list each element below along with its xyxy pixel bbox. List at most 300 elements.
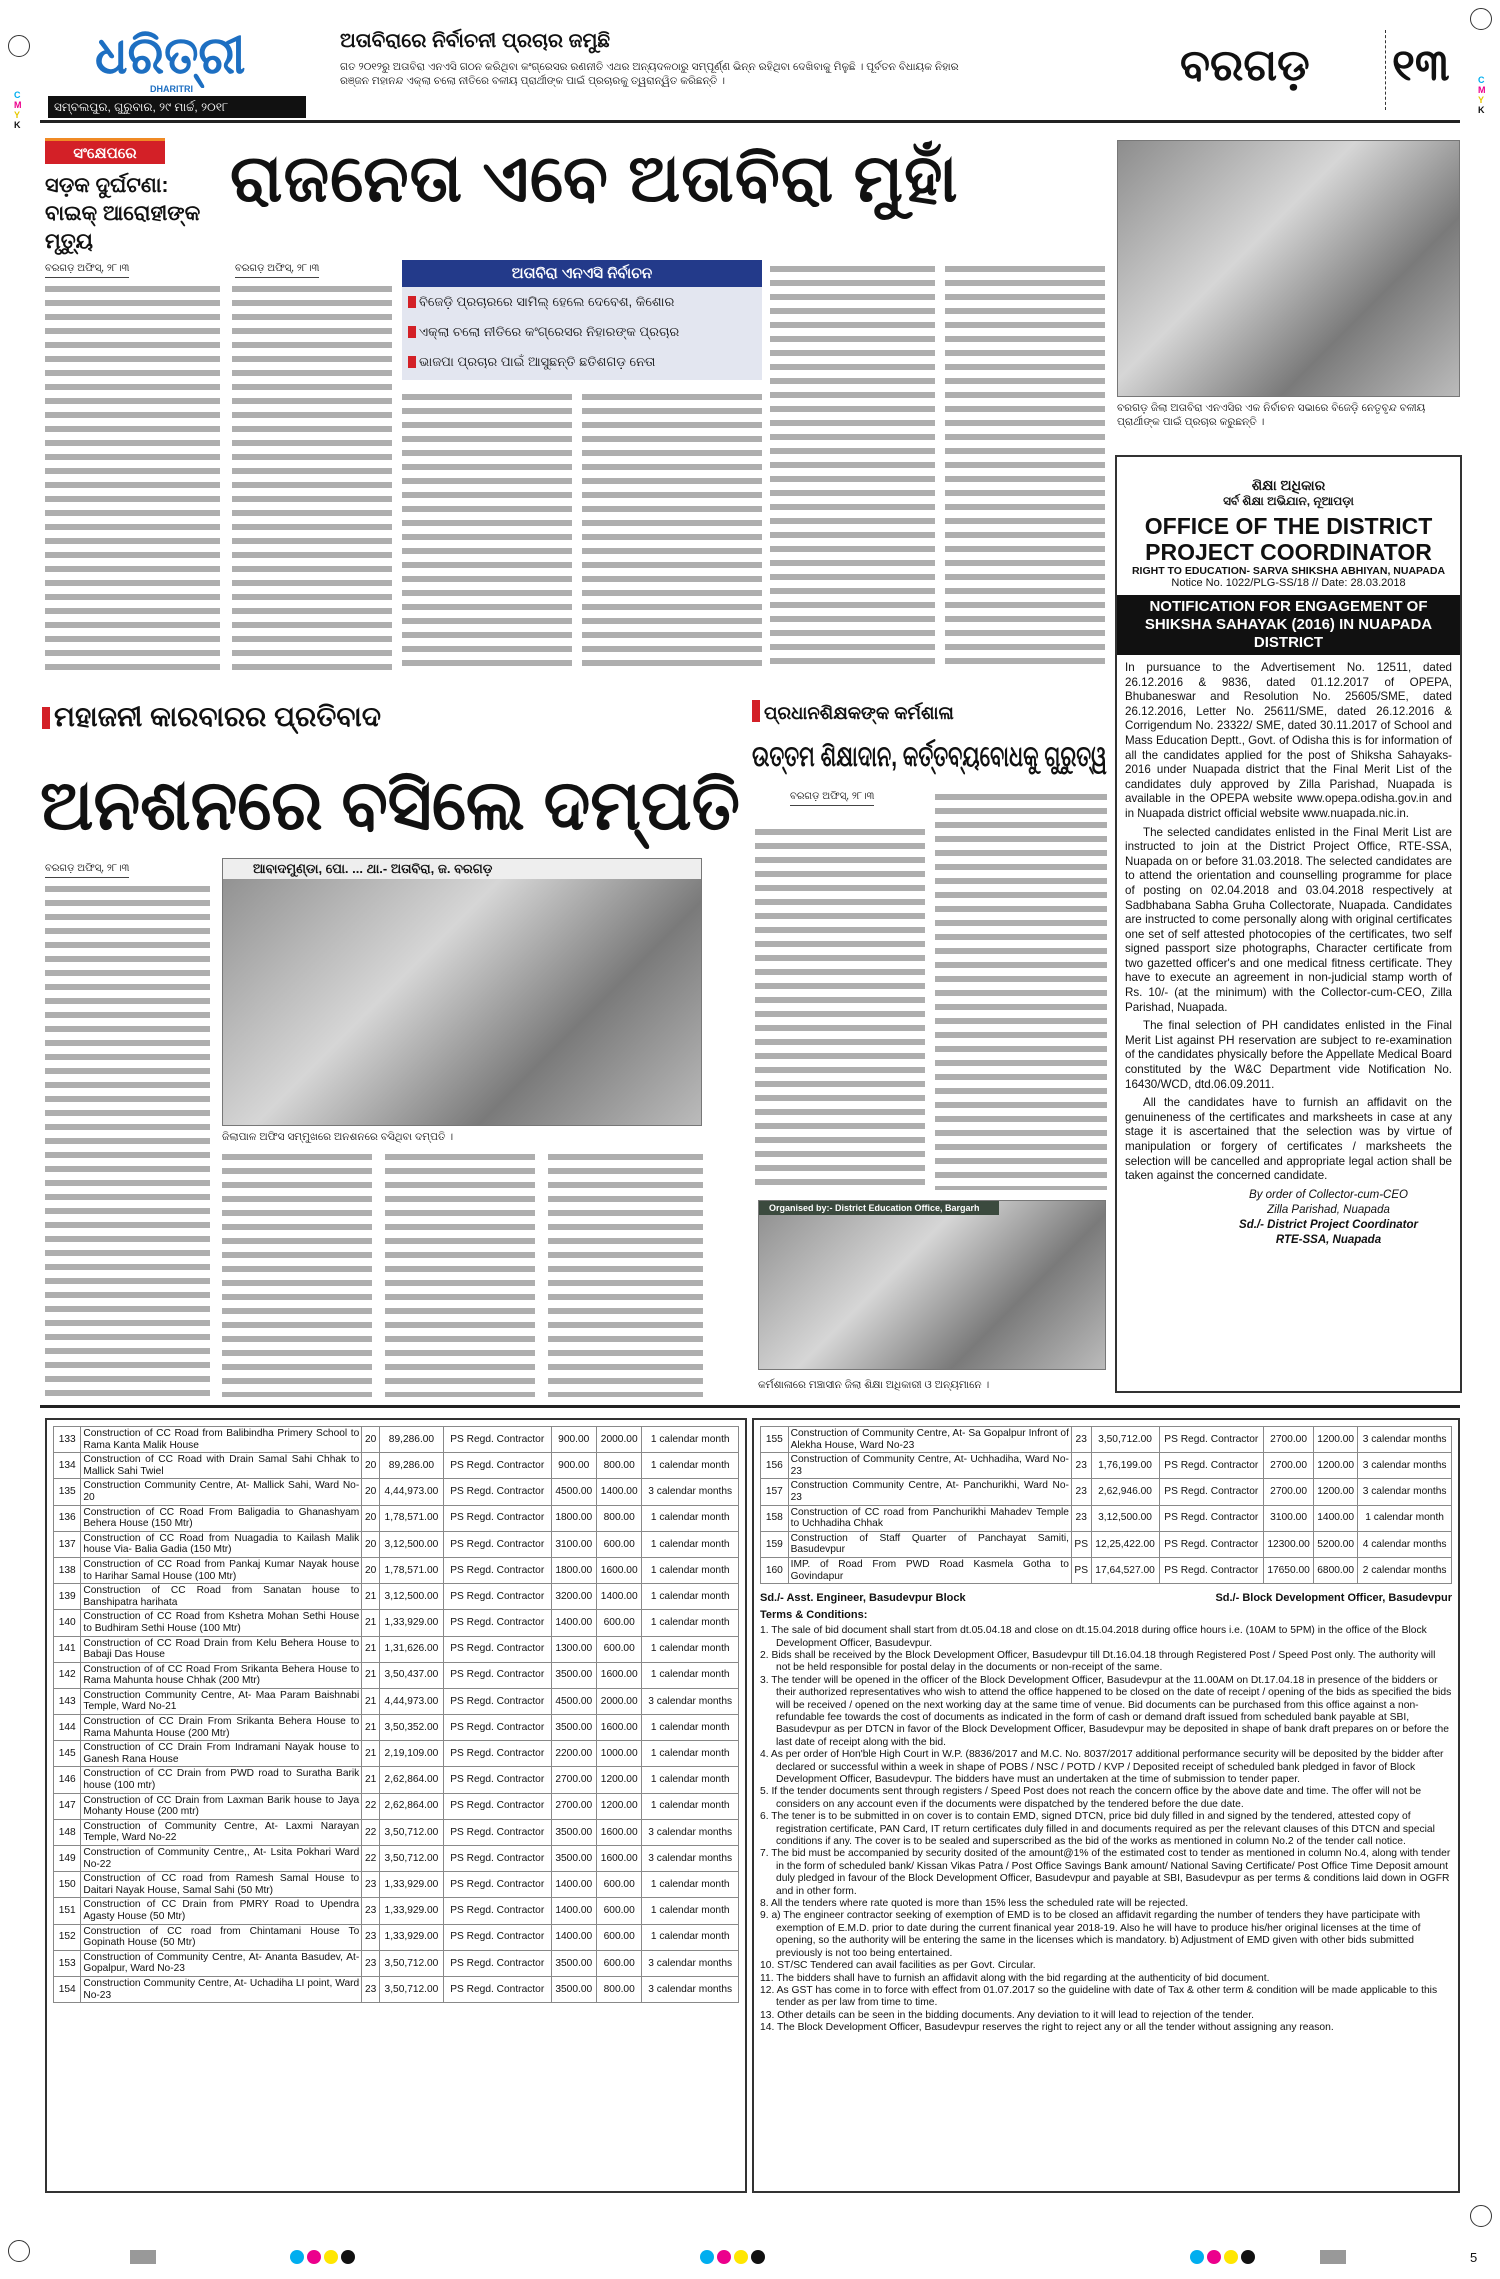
bid-security: 17650.00 [1264, 1557, 1314, 1583]
table-row [761, 1427, 1452, 1453]
document-cost: 1200.00 [1314, 1427, 1358, 1453]
table-row [761, 1531, 1452, 1557]
estimated-cost: 1,33,929.00 [379, 1924, 443, 1950]
work-name: Construction of CC road from Chintamani House To Gopinath House (50 Mtr) [81, 1924, 362, 1950]
estimated-cost: 3,50,712.00 [379, 1819, 443, 1845]
bid-security: 2700.00 [1264, 1453, 1314, 1479]
table-row [54, 1479, 739, 1505]
ward-number: 23 [362, 1924, 380, 1950]
work-name: Construction of CC Drain From Srikanta Behera House to Rama Mahunta House (200 Mtr) [81, 1715, 362, 1741]
eligibility: PS Regd. Contractor [1159, 1479, 1263, 1505]
bid-security: 900.00 [551, 1427, 596, 1453]
eligibility: PS Regd. Contractor [443, 1898, 551, 1924]
work-name: Construction Community Centre, At- Panchurikhi, Ward No-23 [788, 1479, 1071, 1505]
work-name: Construction of CC Drain from Laxman Barik house to Jaya Mohanty House (200 mtr) [81, 1793, 362, 1819]
bid-security: 2700.00 [1264, 1479, 1314, 1505]
bid-security: 2700.00 [551, 1767, 596, 1793]
eligibility: PS Regd. Contractor [443, 1767, 551, 1793]
ward-number: 23 [362, 1976, 380, 2002]
table-row [54, 1427, 739, 1453]
bid-security: 3200.00 [551, 1584, 596, 1610]
term-item: 14. The Block Development Officer, Basudevpur reserves the right to reject any or all the tender without assigning any reason. [760, 2022, 1334, 2034]
engineer-signature: Sd./- Asst. Engineer, Basudevpur Block [760, 1592, 966, 1605]
registration-mark-icon [1470, 2205, 1492, 2227]
bid-security: 4500.00 [551, 1479, 596, 1505]
document-cost: 600.00 [596, 1610, 641, 1636]
document-cost: 800.00 [596, 1453, 641, 1479]
document-cost: 1200.00 [596, 1793, 641, 1819]
estimated-cost: 3,12,500.00 [379, 1584, 443, 1610]
bid-security: 1400.00 [551, 1872, 596, 1898]
serial-number: 155 [761, 1427, 789, 1453]
bid-security: 3500.00 [551, 1662, 596, 1688]
serial-number: 146 [54, 1767, 81, 1793]
completion-time: 3 calendar months [642, 1688, 739, 1714]
document-cost: 1600.00 [596, 1819, 641, 1845]
notice-heading: NOTIFICATION FOR ENGAGEMENT OF SHIKSHA SAHAYAK (2016) IN NUAPADA DISTRICT [1117, 595, 1460, 655]
work-name: Construction of CC Road Drain from Kelu Behera House to Babaji Das House [81, 1636, 362, 1662]
eligibility: PS Regd. Contractor [443, 1872, 551, 1898]
bid-security: 3500.00 [551, 1950, 596, 1976]
work-name: Construction Community Centre, At- Mallick Sahi, Ward No-20 [81, 1479, 362, 1505]
table-row [54, 1741, 739, 1767]
work-name: Construction of CC Road from Kshetra Mohan Sethi House to Budhiram Sethi House (100 Mtr) [81, 1610, 362, 1636]
divider [1385, 30, 1386, 110]
completion-time: 3 calendar months [642, 1950, 739, 1976]
ward-number: 20 [362, 1453, 380, 1479]
eligibility: PS Regd. Contractor [443, 1715, 551, 1741]
work-name: Construction of CC Road with Drain Samal Sahi Chhak to Mallick Sahi Twiel [81, 1453, 362, 1479]
serial-number: 157 [761, 1479, 789, 1505]
story3-photo [758, 1200, 1106, 1370]
bid-security: 1800.00 [551, 1505, 596, 1531]
serial-number: 156 [761, 1453, 789, 1479]
eligibility: PS Regd. Contractor [1159, 1557, 1263, 1583]
bid-security: 3500.00 [551, 1976, 596, 2002]
document-cost: 1200.00 [1314, 1479, 1358, 1505]
eligibility: PS Regd. Contractor [443, 1505, 551, 1531]
estimated-cost: 89,286.00 [379, 1427, 443, 1453]
completion-time: 3 calendar months [1358, 1453, 1452, 1479]
completion-time: 3 calendar months [642, 1846, 739, 1872]
lead-photo [1117, 140, 1460, 397]
completion-time: 1 calendar month [642, 1662, 739, 1688]
document-cost: 5200.00 [1314, 1531, 1358, 1557]
gray-bar [130, 2250, 156, 2269]
document-cost: 2000.00 [596, 1688, 641, 1714]
completion-time: 1 calendar month [642, 1505, 739, 1531]
registration-mark-icon [1470, 8, 1492, 30]
ward-number: 20 [362, 1505, 380, 1531]
registration-mark-icon [8, 2240, 30, 2262]
ward-number: 23 [362, 1872, 380, 1898]
bid-security: 3100.00 [551, 1531, 596, 1557]
table-row [54, 1846, 739, 1872]
work-name: Construction of Community Centre, At- Sa Gopalpur Infront of Alekha House, Ward No-23 [788, 1427, 1071, 1453]
serial-number: 151 [54, 1898, 81, 1924]
brief-headline: ସଡ଼କ ଦୁର୍ଘଟଣା: ବାଇକ୍ ଆରୋହୀଙ୍କ ମୃତ୍ୟୁ [45, 174, 201, 253]
ward-number: 23 [1071, 1479, 1091, 1505]
ward-number: 21 [362, 1584, 380, 1610]
estimated-cost: 2,19,109.00 [379, 1741, 443, 1767]
term-item: 7. The bid must be accompanied by security dosited of the amount@1% of the estimated cost to tender as mentioned in column No.4, along with tender in the form of scheduled bank/ Kissan Vikas Patra / Post Office Savings Bank amount/ National Saving Certificate/ Post Office Time Deposit amount duly pledged in favour of the Block Development Officer, Basudevpur and payable at SBI, Basudevpur as per terms & conditions laid down in OGFR and in other form. [760, 1848, 1451, 1897]
table-row [54, 1950, 739, 1976]
estimated-cost: 1,31,626.00 [379, 1636, 443, 1662]
work-name: Construction of CC Road From Baligadia to Ghanashyam Behera House (150 Mtr) [81, 1505, 362, 1531]
eligibility: PS Regd. Contractor [1159, 1427, 1263, 1453]
completion-time: 3 calendar months [642, 1976, 739, 2002]
ward-number: 21 [362, 1636, 380, 1662]
document-cost: 2000.00 [596, 1427, 641, 1453]
serial-number: 137 [54, 1531, 81, 1557]
document-cost: 1200.00 [596, 1767, 641, 1793]
estimated-cost: 17,64,527.00 [1091, 1557, 1159, 1583]
term-item: 6. The tener is to be submitted in on cover is to contain EMD, signed DTCN, price bid duly filled in and signed by the tendered, attested copy of registration certificate, PAN Card, IT return certificates duly filled in and documents required as per the relevant clauses of this DTCN and special conditions if any. The cover is to be sealed and superscribed as the bid of the works as mentioned in column No.2 of the tender call notice. [760, 1811, 1435, 1848]
serial-number: 142 [54, 1662, 81, 1688]
ward-number: 21 [362, 1610, 380, 1636]
teaser-body: ଗତ ୨୦୧୨ରୁ ଅତାବିରା ଏନଏସି ଗଠନ କରିଥିବା କଂଗ୍ରେସର ରଣନୀତି ଏଥର ଅନ୍ୟଦଳଠାରୁ ସମ୍ପୂର୍ଣ୍ଣ ଭିନ୍ନ ରହିଥିବା ଦେଖିବାକୁ ମିଳୁଛି । ପୂର୍ବତନ ବିଧାୟକ ନିହାର ରଞ୍ଜନ ମହାନନ୍ଦ ଏକ୍ଲା ଚଲୋ ନୀତିରେ ବଳୀୟ ପ୍ରାର୍ଥୀଙ୍କ ପାଇଁ ପ୍ରଚାରକୁ ତ୍ୱରାନ୍ୱିତ କରିଛନ୍ତି । [340, 61, 959, 87]
estimated-cost: 3,12,500.00 [1091, 1505, 1159, 1531]
ward-number: 22 [362, 1846, 380, 1872]
table-row [54, 1924, 739, 1950]
completion-time: 1 calendar month [642, 1584, 739, 1610]
story2-body-text [222, 1150, 372, 1397]
eligibility: PS Regd. Contractor [443, 1976, 551, 2002]
lead-body-text [945, 262, 1105, 670]
photo-banner: Organised by:- District Education Office, Bargarh [759, 1201, 999, 1215]
brief-dateline: ବରଗଡ଼ ଅଫିସ୍, ୨୮।୩ [45, 262, 129, 278]
work-name: Construction of Community Centre, At- Laxmi Narayan Temple, Ward No-22 [81, 1819, 362, 1845]
estimated-cost: 3,12,500.00 [379, 1531, 443, 1557]
ward-number: 20 [362, 1531, 380, 1557]
ward-number: PS [1071, 1557, 1091, 1583]
table-row [54, 1584, 739, 1610]
document-cost: 600.00 [596, 1924, 641, 1950]
table-row [761, 1453, 1452, 1479]
eligibility: PS Regd. Contractor [443, 1427, 551, 1453]
lead-body-text [582, 390, 762, 670]
tender-table-left [53, 1426, 739, 2003]
ward-number: 20 [362, 1479, 380, 1505]
table-row [54, 1793, 739, 1819]
serial-number: 144 [54, 1715, 81, 1741]
eligibility: PS Regd. Contractor [443, 1453, 551, 1479]
serial-number: 158 [761, 1505, 789, 1531]
estimated-cost: 1,78,571.00 [379, 1505, 443, 1531]
work-name: Construction of CC Drain From Indramani Nayak house to Ganesh Rana House [81, 1741, 362, 1767]
table-row [54, 1453, 739, 1479]
estimated-cost: 2,62,864.00 [379, 1767, 443, 1793]
document-cost: 1600.00 [596, 1846, 641, 1872]
document-cost: 600.00 [596, 1898, 641, 1924]
term-item: 10. ST/SC Tendered can avail facilities as per Govt. Circular. [760, 1960, 1036, 1972]
eligibility: PS Regd. Contractor [443, 1688, 551, 1714]
color-dots [290, 2250, 358, 2269]
document-cost: 800.00 [596, 1976, 641, 2002]
eligibility: PS Regd. Contractor [443, 1636, 551, 1662]
edition-name: ବରଗଡ଼ [1180, 41, 1310, 90]
lead-dateline: ବରଗଡ଼ ଅଫିସ୍, ୨୮।୩ [235, 262, 319, 278]
completion-time: 1 calendar month [642, 1741, 739, 1767]
estimated-cost: 1,78,571.00 [379, 1557, 443, 1583]
estimated-cost: 1,33,929.00 [379, 1898, 443, 1924]
term-item: 13. Other details can be seen in the bidding documents. Any deviation to it will lead to rejection of the tender. [760, 2009, 1254, 2021]
completion-time: 1 calendar month [642, 1715, 739, 1741]
table-row [761, 1557, 1452, 1583]
serial-number: 139 [54, 1584, 81, 1610]
gray-bar [1320, 2250, 1346, 2269]
document-cost: 1400.00 [596, 1584, 641, 1610]
term-item: 5. If the tender documents sent through registers / Speed Post does not reach the concern office by the above date and time. The offer will not be considers on any account even if the documents were dispatched by the tendered before the due date. [760, 1786, 1422, 1810]
notice-paragraph: The final selection of PH candidates enlisted in the Final Merit List against PH reservation are subject to re-examination of the candidates physically before the Appellate Medical Board constituted by the W&C Department vide Notification No. 16430/WCD, dtd.06.09.2011. [1125, 1019, 1452, 1091]
notice-signature: By order of Collector-cum-CEO [1249, 1188, 1408, 1201]
newspaper-logo-english: DHARITRI [150, 84, 193, 94]
ward-number: 23 [1071, 1505, 1091, 1531]
estimated-cost: 1,33,929.00 [379, 1872, 443, 1898]
eligibility: PS Regd. Contractor [443, 1741, 551, 1767]
newspaper-logo: ଧରିତ୍ରୀ [95, 26, 246, 86]
ward-number: 23 [362, 1950, 380, 1976]
eligibility: PS Regd. Contractor [443, 1846, 551, 1872]
completion-time: 1 calendar month [642, 1531, 739, 1557]
brief-column [45, 138, 220, 670]
completion-time: 1 calendar month [642, 1924, 739, 1950]
story3-body-text [935, 790, 1107, 1190]
serial-number: 152 [54, 1924, 81, 1950]
completion-time: 1 calendar month [642, 1453, 739, 1479]
serial-number: 159 [761, 1531, 789, 1557]
eligibility: PS Regd. Contractor [443, 1950, 551, 1976]
teaser-headline: ଅତାବିରାରେ ନିର୍ବାଚନୀ ପ୍ରଚାର ଜମୁଛି [340, 30, 611, 52]
registration-mark-icon [8, 35, 30, 57]
story2-photo-caption: ଜିଲାପାଳ ଅଫିସ ସମ୍ମୁଖରେ ଅନଶନରେ ବସିଥିବା ଦମ୍ପତି । [222, 1131, 454, 1143]
eligibility: PS Regd. Contractor [443, 1479, 551, 1505]
serial-number: 145 [54, 1741, 81, 1767]
document-cost: 600.00 [596, 1872, 641, 1898]
lead-highlights-box [402, 260, 762, 380]
completion-time: 4 calendar months [1358, 1531, 1452, 1557]
ward-number: 21 [362, 1741, 380, 1767]
term-item: 12. As GST has come in to force with effect from 01.07.2017 so the guideline with date of Tax & other term & condition will be made applicable to this tender as per law from time to time. [760, 1984, 1438, 2009]
terms-title: Terms & Conditions: [760, 1609, 868, 1622]
ward-number: 23 [1071, 1427, 1091, 1453]
bid-security: 1800.00 [551, 1557, 596, 1583]
page-number: ୧୩ [1392, 41, 1450, 90]
story2-body-text [385, 1150, 535, 1397]
eligibility: PS Regd. Contractor [443, 1531, 551, 1557]
story2-column [45, 862, 210, 1397]
notice-paragraph: In pursuance to the Advertisement No. 12511, dated 26.12.2016 & 9836, dated 01.12.2017 of OPEPA, Bhubaneswar and Resolution No. 25605/SME, dated 26.12.2016, Letter No. 25611/SME, dated 26.12.2016 & Corrigendum No. 23322/ SME, dated 30.11.2017 of School and Mass Education Deptt., Govt. of Odisha this is for information of all the candidates applied for the post of Shiksha Sahayaks-2016 under Nuapada district that the Final Merit List of the candidates duly approved by Zilla Parishad, Nuapada is available in the OPEPA website www.opepa.odisha.gov.in and in Nuapada district official website www.nuapada.nic.in. [1125, 661, 1452, 820]
table-row [54, 1819, 739, 1845]
bid-security: 2200.00 [551, 1741, 596, 1767]
estimated-cost: 2,62,864.00 [379, 1793, 443, 1819]
document-cost: 6800.00 [1314, 1557, 1358, 1583]
term-item: 8. All the tenders where rate quoted is more than 15% less the scheduled rate will be rejected. [760, 1898, 1189, 1910]
ward-number: 21 [362, 1662, 380, 1688]
eligibility: PS Regd. Contractor [443, 1610, 551, 1636]
document-cost: 600.00 [596, 1636, 641, 1662]
notice-number: Notice No. 1022/PLG-SS/18 // Date: 28.03.2018 [1171, 577, 1406, 589]
document-cost: 1400.00 [1314, 1505, 1358, 1531]
completion-time: 1 calendar month [1358, 1505, 1452, 1531]
tender-table-right [760, 1426, 1452, 1584]
completion-time: 1 calendar month [642, 1427, 739, 1453]
serial-number: 136 [54, 1505, 81, 1531]
ward-number: 21 [362, 1767, 380, 1793]
ward-number: 21 [362, 1715, 380, 1741]
ward-number: 23 [1071, 1453, 1091, 1479]
notice-odia-title: ଶିକ୍ଷା ଅଧିକାର [1251, 477, 1326, 493]
term-item: 3. The tender will be opened in the officer of the Block Development Officer, Basudevpur at the 11.00AM on Dt.17.04.18 in presence of the bidders or their authorized representatives who wish to attend the office happened to be closed on the date of receipt / opening of the bids as specified the bids will be received / opened on the next working day at the same time of venue. Bid documents can be purchased from this office against a non-refundable fee towards the cost of documents as indicated in the form of cash or demand draft issued from scheduled bank payable at SBI, Basudevpur as per DTCN in favor of the Block Development Officer, Basudevpur may be deposited in shape of bank draft prepares on or before the last date of receipt along with the bid. [760, 1674, 1452, 1748]
completion-time: 1 calendar month [642, 1610, 739, 1636]
folio-number: 5 [1470, 2250, 1478, 2265]
work-name: Construction of CC Road from Nuagadia to Kailash Malik house Via- Balia Gadia (150 Mtr) [81, 1531, 362, 1557]
table-row [54, 1976, 739, 2002]
story3-kicker: ପ୍ରଧାନଶିକ୍ଷକଙ୍କ କର୍ମଶାଳା [752, 700, 1107, 725]
bid-security: 3100.00 [1264, 1505, 1314, 1531]
story3-photo-caption: କର୍ମଶାଳାରେ ମଞ୍ଚାସୀନ ଜିଲା ଶିକ୍ଷା ଅଧିକାରୀ ଓ ଅନ୍ୟମାନେ । [758, 1379, 990, 1391]
bid-security: 1300.00 [551, 1636, 596, 1662]
box-point: ବିଜେଡ଼ି ପ୍ରଚାରରେ ସାମିଲ୍ ହେଲେ ଦେବେଶ, କିଶୋର [402, 287, 762, 317]
work-name: Construction Community Centre, At- Maa Param Baishnabi Temple, Ward No-21 [81, 1688, 362, 1714]
completion-time: 2 calendar months [1358, 1557, 1452, 1583]
bid-security: 2700.00 [1264, 1427, 1314, 1453]
serial-number: 147 [54, 1793, 81, 1819]
work-name: Construction of CC road from Ramesh Samal House to Daitari Nayak House, Samal Sahi (50 Mtr) [81, 1872, 362, 1898]
completion-time: 3 calendar months [1358, 1427, 1452, 1453]
ward-number: PS [1071, 1531, 1091, 1557]
estimated-cost: 89,286.00 [379, 1453, 443, 1479]
term-item: 11. The bidders shall have to furnish an affidavit along with the bid regarding at the authenticity of bid document. [760, 1972, 1270, 1984]
story3-body-text [755, 825, 925, 1190]
term-item: 4. As per order of Hon'ble High Court in W.P. (8836/2017 and M.C. No. 8037/2017 additional performance security will be deposited by the bidder after declared or successful within a week in shape of POBS / NSC / POTD / KVP / Deposited receipt of scheduled bank pledged in favor of Block Development Officer, Basudevpur. The bidders have must an undertaken at the time of submission to tender paper. [760, 1749, 1444, 1785]
work-name: Construction of CC Road from Sanatan house to Banshipatra harihata [81, 1584, 362, 1610]
cmyk-mark: C M Y K [14, 90, 22, 130]
dateline-bar: ସମ୍ବଲପୁର, ଗୁରୁବାର, ୨୯ ମାର୍ଚ୍ଚ, ୨୦୧୮ [48, 96, 306, 118]
notice-paragraph: The selected candidates enlisted in the Final Merit List are instructed to join at the District Project Office, RTE-SSA, Nuapada on or before 31.03.2018. The selected candidates are to attend the orientation and counselling programme for place of posting on 02.04.2018 and 03.04.2018 respectively at Sadbhabana Sabha Gruha Collectorate, Nuapada. Candidates are instructed to come personally along with original certificates one set of self attested photocopies of the certificates, two self signed passport size photographs, Character certificate from two gazetted officer's and one medical fitness certificate. They have to execute an agreement in non-judicial stamp worth of Rs. 10/- (at the minimum) with the Collector-cum-CEO, Zilla Parishad, Nuapada. [1125, 825, 1452, 1014]
work-name: Construction of CC Road from Balibindha Primery School to Rama Kanta Malik House [81, 1427, 362, 1453]
serial-number: 138 [54, 1557, 81, 1583]
work-name: Construction of CC Road from Pankaj Kumar Nayak house to Harihar Samal House (100 Mtr) [81, 1557, 362, 1583]
bid-security: 1400.00 [551, 1898, 596, 1924]
eligibility: PS Regd. Contractor [443, 1793, 551, 1819]
table-row [761, 1479, 1452, 1505]
story2-body-text [548, 1150, 703, 1397]
estimated-cost: 3,50,712.00 [379, 1950, 443, 1976]
serial-number: 149 [54, 1846, 81, 1872]
serial-number: 143 [54, 1688, 81, 1714]
lead-photo-caption: ବରଗଡ଼ ଜିଲା ଅତାବିରା ଏନଏସିର ଏକ ନିର୍ବାଚନ ସଭାରେ ବିଜେଡ଼ି ନେତୃବୃନ୍ଦ ବଳୀୟ ପ୍ରାର୍ଥୀଙ୍କ ପାଇଁ ପ୍ରଚାର କରୁଛନ୍ତି । [1117, 402, 1426, 428]
serial-number: 141 [54, 1636, 81, 1662]
eligibility: PS Regd. Contractor [443, 1924, 551, 1950]
document-cost: 600.00 [596, 1950, 641, 1976]
tender-table-right-frame [752, 1418, 1460, 2193]
work-name: IMP. of Road From PWD Road Kasmela Gotha to Govindapur [788, 1557, 1071, 1583]
completion-time: 1 calendar month [642, 1767, 739, 1793]
document-cost: 1200.00 [1314, 1453, 1358, 1479]
estimated-cost: 3,50,712.00 [1091, 1427, 1159, 1453]
story3-dateline: ବରଗଡ଼ ଅଫିସ୍, ୨୮।୩ [790, 790, 874, 806]
lead-headline: ରାଜନେତା ଏବେ ଅତାବିରା ମୁହାଁ [230, 141, 959, 215]
work-name: Construction of Community Centre, At- Ananta Basudev, At- Gopalpur, Ward No-23 [81, 1950, 362, 1976]
estimated-cost: 4,44,973.00 [379, 1688, 443, 1714]
completion-time: 1 calendar month [642, 1872, 739, 1898]
lead-body-text [770, 262, 935, 670]
eligibility: PS Regd. Contractor [443, 1819, 551, 1845]
work-name: Construction of CC road from Panchurikhi Mahadev Temple to Uchhadiha Chhak [788, 1505, 1071, 1531]
term-item: 2. Bids shall be received by the Block Development Officer, Basudevpur till Dt.16.04.18 through Registered Post / Speed Post only. The authority will not be held responsible for postal delay in the documents or non-receipt of the same. [760, 1649, 1436, 1674]
document-cost: 1600.00 [596, 1715, 641, 1741]
document-cost: 1600.00 [596, 1557, 641, 1583]
estimated-cost: 1,33,929.00 [379, 1610, 443, 1636]
table-row [54, 1767, 739, 1793]
completion-time: 1 calendar month [642, 1636, 739, 1662]
eligibility: PS Regd. Contractor [443, 1557, 551, 1583]
color-dots [700, 2250, 768, 2269]
serial-number: 150 [54, 1872, 81, 1898]
serial-number: 135 [54, 1479, 81, 1505]
document-cost: 1600.00 [596, 1662, 641, 1688]
completion-time: 3 calendar months [1358, 1479, 1452, 1505]
ward-number: 21 [362, 1688, 380, 1714]
estimated-cost: 3,50,352.00 [379, 1715, 443, 1741]
brief-body-text [45, 282, 220, 670]
serial-number: 140 [54, 1610, 81, 1636]
story2-headline: ଅନଶନରେ ବସିଲେ ଦମ୍ପତି [40, 766, 740, 844]
work-name: Construction of of CC Road From Srikanta Behera House to Rama Mahunta house Chhak (200 Mtr) [81, 1662, 362, 1688]
divider [40, 120, 1460, 123]
work-name: Construction of Staff Quarter of Panchayat Samiti, Basudevpur [788, 1531, 1071, 1557]
tender-table-left-frame [45, 1418, 747, 2193]
completion-time: 1 calendar month [642, 1898, 739, 1924]
bid-security: 1400.00 [551, 1924, 596, 1950]
terms-list [760, 1625, 1452, 2034]
box-point: ଏକ୍ଲା ଚଲୋ ନୀତିରେ କଂଗ୍ରେସର ନିହାରଙ୍କ ପ୍ରଚାର [402, 317, 762, 347]
story2-kicker: ମହାଜନୀ କାରବାରର ପ୍ରତିବାଦ [42, 700, 732, 734]
bid-security: 3500.00 [551, 1819, 596, 1845]
document-cost: 600.00 [596, 1531, 641, 1557]
box-point: ଭାଜପା ପ୍ରଚାର ପାଇଁ ଆସୁଛନ୍ତି ଛତିଶଗଡ଼ ନେତା [402, 347, 762, 377]
table-row [54, 1715, 739, 1741]
work-name: Construction of Community Centre,, At- Lsita Pokhari Ward No-22 [81, 1846, 362, 1872]
completion-time: 3 calendar months [642, 1479, 739, 1505]
document-cost: 1400.00 [596, 1479, 641, 1505]
work-name: Construction Community Centre, At- Uchadiha LI point, Ward No-23 [81, 1976, 362, 2002]
eligibility: PS Regd. Contractor [443, 1662, 551, 1688]
term-item: 9. a) The engineer contractor seeking of exemption of EMD is to be closed an affidavit regarding the number of tenders they have participate with exemption of E.M.D. prior to date during the current finanical year 2018-19. Also he will have to produce his/her original licenses at the time of opening, so the authority will be entering the same in the licenses which is mandatory. b) Adjustment of EMD given with other bids submitted previously is not too being entertained. [760, 1910, 1421, 1959]
notice-signature: Zilla Parishad, Nuapada [1267, 1203, 1390, 1216]
serial-number: 153 [54, 1950, 81, 1976]
bid-security: 12300.00 [1264, 1531, 1314, 1557]
color-dots [1190, 2250, 1258, 2269]
lead-body-text [402, 390, 572, 670]
bid-security: 3500.00 [551, 1846, 596, 1872]
cmyk-mark: C M Y K [1478, 75, 1486, 115]
story2-photo [222, 858, 702, 1126]
serial-number: 160 [761, 1557, 789, 1583]
estimated-cost: 2,62,946.00 [1091, 1479, 1159, 1505]
section-tag: ସଂକ୍ଷେପରେ [45, 138, 165, 164]
bid-security: 900.00 [551, 1453, 596, 1479]
story2-body-text [45, 882, 210, 1397]
completion-time: 1 calendar month [642, 1557, 739, 1583]
eligibility: PS Regd. Contractor [1159, 1531, 1263, 1557]
table-row [54, 1872, 739, 1898]
completion-time: 3 calendar months [642, 1819, 739, 1845]
table-row [54, 1505, 739, 1531]
photo-banner: ଆବାଦମୁଣ୍ଡା, ପୋ. ... ଥା.- ଅତାବିରା, ଜ. ବରଗଡ଼ [223, 859, 701, 879]
term-item: 1. The sale of bid document shall start from dt.05.04.18 and close on dt.15.04.2018 during office hours i.e. (10AM to 5PM) in the office of the Block Development Officer, Basudevpur. [760, 1625, 1427, 1649]
